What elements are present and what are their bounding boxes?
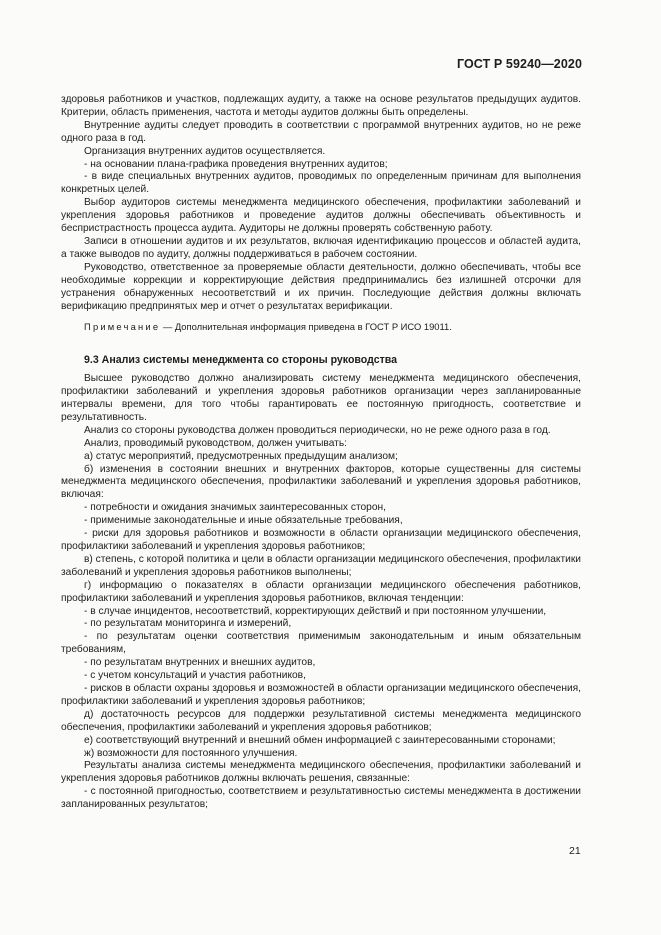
list-item: - на основании плана-графика проведения внутренних аудитов; [84, 158, 388, 170]
paragraph: Записи в отношении аудитов и их результатов, включая идентификацию процессов и областей аудита, а также выводов по аудиту, должны поддерживаться в рабочем состоянии. [61, 235, 581, 260]
list-item: в) степень, с которой политика и цели в области организации медицинского обеспечения, профилактики заболеваний и укрепления здоровья работников выполнены; [61, 553, 581, 578]
paragraph: Руководство, ответственное за проверяемые области деятельности, должно обеспечивать, чтобы все необходимые коррекции и корректирующие действия предпринимались без излишней отсрочки для устранения обнаруженных несоответствий и их причин. Последующие действия должны включать верификацию предпринятых мер и отчет о результатах верификации. [61, 261, 581, 312]
paragraph: Выбор аудиторов системы менеджмента медицинского обеспечения, профилактики заболеваний и укрепления здоровья работников и проведение аудитов должны обеспечивать объективность и беспристрастность процесса аудита. Аудиторы не должны проверять собственную работу. [61, 197, 581, 235]
note [61, 321, 581, 334]
note-label: Примечание [84, 321, 161, 333]
list-item: а) статус мероприятий, предусмотренных предыдущим анализом; [84, 450, 398, 462]
list-item: - по результатам мониторинга и измерений, [84, 618, 292, 630]
page-number: 21 [569, 845, 581, 857]
list-item: - рисков в области охраны здоровья и возможностей в области организации медицинского обеспечения, профилактики заболеваний и укрепления здоровья работников; [61, 682, 581, 707]
document-header: ГОСТ Р 59240—2020 [456, 57, 582, 71]
list-item: - риски для здоровья работников и возможности в области организации медицинского обеспечения, профилактики заболеваний и укрепления здоровья работников; [61, 528, 581, 552]
list-item: - в случае инцидентов, несоответствий, корректирующих действий и при постоянном улучшении, [84, 605, 547, 617]
list-item: - с учетом консультаций и участия работников, [84, 670, 306, 682]
list-item: ж) возможности для постоянного улучшения. [84, 747, 298, 759]
list-item: - по результатам внутренних и внешних аудитов, [84, 657, 316, 669]
paragraph: здоровья работников и участков, подлежащих аудиту, а также на основе результатов предыдущих аудитов. Критерии, область применения, частота и методы аудитов должны быть определены. [61, 94, 581, 118]
list-item: - в виде специальных внутренних аудитов, проводимых по определенным причинам для выполнения конкретных целей. [61, 171, 581, 196]
list-item: - по результатам оценки соответствия применимым законодательным и иным обязательным требованиям, [61, 631, 581, 656]
list-item: - потребности и ожидания значимых заинтересованных сторон, [84, 502, 386, 514]
paragraph: Высшее руководство должно анализировать систему менеджмента медицинского обеспечения, профилактики заболеваний и укрепления здоровья работников организации через запланированные интервалы времени, для того чтобы гарантировать ее постоянную пригодность, соответствие и результативность. [61, 373, 581, 423]
list-item: е) соответствующий внутренний и внешний обмен информацией с заинтересованными сторонами; [84, 734, 556, 746]
paragraph: Анализ со стороны руководства должен проводиться периодически, но не реже одного раза в год. [84, 424, 551, 436]
note-text: — Дополнительная информация приведена в ГОСТ Р ИСО 19011. [160, 321, 452, 333]
paragraph: Анализ, проводимый руководством, должен учитывать: [84, 437, 347, 449]
paragraph: Результаты анализа системы менеджмента медицинского обеспечения, профилактики заболеваний и укрепления здоровья работников должны включать решения, связанные: [61, 760, 581, 785]
list-item: - с постоянной пригодностью, соответствием и результативностью системы менеджмента в достижении запланированных результатов; [61, 786, 581, 811]
list-item: г) информацию о показателях в области организации медицинского обеспечения работников, профилактики заболеваний и укрепления здоровья работников, включая тенденции: [61, 579, 581, 604]
paragraph: Организация внутренних аудитов осуществляется. [84, 145, 326, 157]
document-body [61, 94, 581, 812]
list-item: д) достаточность ресурсов для поддержки результативной системы менеджмента медицинского обеспечения, профилактики заболеваний и укрепления здоровья работников; [61, 708, 581, 733]
section-heading: 9.3 Анализ системы менеджмента со стороны руководства [84, 354, 398, 367]
list-item: - применимые законодательные и иные обязательные требования, [84, 515, 403, 527]
paragraph: Внутренние аудиты следует проводить в соответствии с программой внутренних аудитов, но не реже одного раза в год. [61, 119, 581, 144]
list-item: б) изменения в состоянии внешних и внутренних факторов, которые существенны для системы менеджмента медицинского обеспечения, профилактики заболеваний и укрепления здоровья работников, включая: [61, 463, 581, 501]
